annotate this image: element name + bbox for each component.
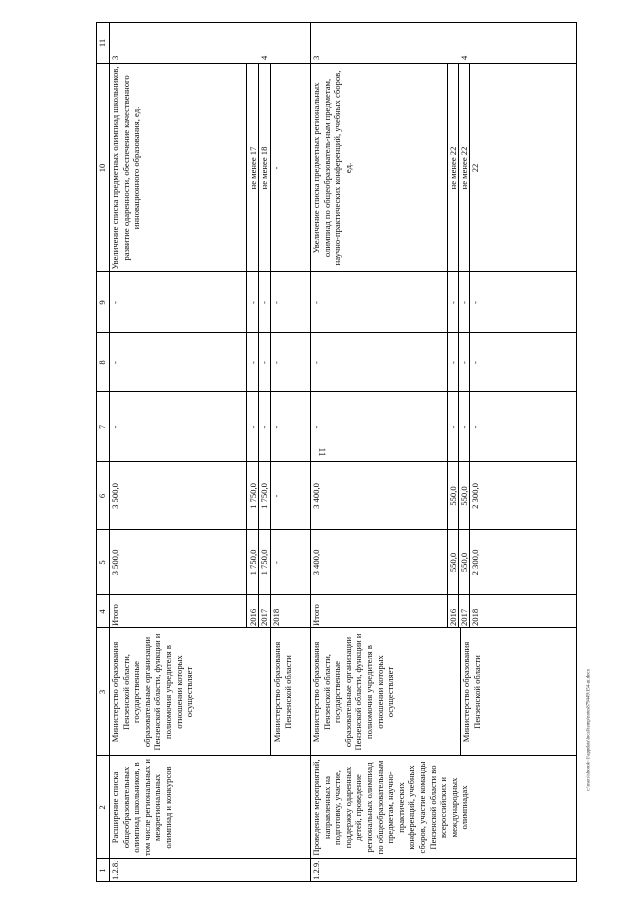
funding-col-8: -: [271, 361, 281, 364]
grid-line: [458, 64, 459, 628]
grid-line: [109, 22, 110, 882]
event-name: Проведение мероприятий, направленных на подготовку, участие, поддержку одаренных детей, проведение региональных олимпиад по общеобразовательным предметам, научно-практических конференций, учебных сборов, участие команды Пензенской области во всероссийских и международных олимпиадах: [311, 759, 470, 856]
funding-total: 1 750,0: [259, 549, 269, 576]
grid-line: [310, 22, 311, 882]
grid-line: [447, 64, 448, 628]
funding-total: -: [271, 561, 281, 564]
funding-col-8: -: [459, 361, 469, 364]
header-col-2: 2: [97, 805, 107, 810]
row-number: 1.2.9.: [311, 860, 321, 880]
funding-regional: 1 750,0: [248, 483, 258, 509]
year-label: Итого: [110, 604, 120, 626]
grid-line: [96, 594, 577, 595]
header-col-10: 10: [97, 163, 107, 173]
grid-line: [96, 63, 577, 64]
funding-col-9: -: [271, 301, 281, 304]
grid-line: [96, 22, 577, 23]
year-label: 2016: [248, 608, 258, 626]
col-11-value: 3: [110, 55, 120, 60]
funding-col-7: -: [311, 425, 321, 429]
grid-line: [96, 271, 577, 272]
funding-regional: 550,0: [459, 486, 469, 506]
funding-total: 3 500,0: [110, 549, 120, 576]
funding-col-9: -: [311, 301, 321, 304]
row-number: 1.2.8.: [110, 860, 120, 880]
budget-table: [96, 22, 577, 882]
grid-line: [460, 628, 461, 756]
funding-col-8: -: [110, 361, 120, 364]
grid-line: [96, 461, 577, 462]
year-label: 2017: [259, 608, 269, 626]
grid-line: [96, 391, 577, 392]
header-col-8: 8: [97, 360, 107, 365]
funding-col-7: -: [110, 425, 120, 429]
year-label: 2017: [459, 608, 469, 626]
funding-col-7: -: [248, 425, 258, 429]
funding-col-7: -: [470, 425, 480, 429]
indicator-value: -: [271, 166, 281, 170]
executor-ministry: Министерство образования Пензенской области: [272, 641, 293, 743]
header-col-9: 9: [97, 300, 107, 305]
funding-total: 550,0: [459, 552, 469, 573]
funding-total: 3 400,0: [311, 549, 321, 576]
funding-col-9: -: [470, 301, 480, 304]
grid-line: [576, 22, 577, 882]
funding-regional: 3 400,0: [311, 483, 321, 509]
header-col-11: 11: [97, 38, 107, 48]
funding-col-8: -: [248, 361, 258, 364]
funding-regional: 2 300,0: [470, 483, 480, 509]
funding-col-9: -: [248, 301, 258, 304]
grid-line: [270, 64, 271, 628]
executor-text: Министерство образования Пензенской области, государственные образовательные организации Пензенской области, функции и полномочия учредителя в отношении которых осуществляет: [311, 633, 396, 751]
funding-total: 2 300,0: [470, 549, 480, 576]
indicator-value: не менее 18: [259, 146, 269, 190]
funding-col-9: -: [259, 301, 269, 304]
funding-regional: -: [271, 494, 281, 498]
grid-line: [96, 332, 577, 333]
grid-line: [96, 529, 577, 530]
funding-col-9: -: [110, 301, 120, 304]
col-11-value: 3: [311, 55, 321, 60]
header-col-1: 1: [97, 868, 107, 873]
funding-regional: 550,0: [448, 486, 458, 506]
indicator-value: не менее 22: [448, 146, 458, 190]
year-label: Итого: [311, 604, 321, 626]
funding-col-9: -: [459, 301, 469, 304]
year-label: 2018: [470, 608, 480, 626]
executor-ministry: Министерство образования Пензенской области: [461, 641, 482, 743]
grid-line: [258, 64, 259, 628]
grid-line: [96, 881, 577, 882]
header-col-6: 6: [97, 493, 107, 499]
funding-col-9: -: [448, 301, 458, 304]
grid-line: [469, 64, 470, 628]
indicator-value: 22: [470, 163, 480, 173]
indicator-name: Увеличение списка предметных олимпиад школьников, развитие одаренности, обеспечение качественного инновационного образования, ед.: [110, 66, 142, 270]
funding-col-8: -: [470, 361, 480, 364]
grid-line: [96, 22, 97, 882]
funding-col-8: -: [259, 361, 269, 364]
indicator-name: Увеличение списка предметных региональных олимпиад по общеобразователь-ным предметам, научно-практических конференций, учебных сборов, ед.: [311, 70, 353, 266]
funding-col-7: -: [448, 425, 458, 429]
grid-line: [96, 627, 577, 628]
funding-total: 550,0: [448, 552, 458, 573]
col-11-value: 4: [459, 55, 469, 60]
funding-regional: 3 500,0: [110, 483, 120, 509]
indicator-value: не менее 22: [459, 146, 469, 190]
funding-col-7: -: [459, 425, 469, 429]
event-name: Расширение списка общеобразовательных олимпиад школьников, в том числе региональных и межрегиональных олимпиад и конкурсов: [110, 759, 173, 856]
grid-line: [270, 628, 271, 756]
grid-line: [246, 64, 247, 628]
header-col-7: 7: [97, 424, 107, 430]
footer-file-path: c:\users\sborok~1\appdata\local\temp\notes879449\154-ш.docx: [586, 668, 592, 792]
col-11-value: 4: [259, 55, 269, 60]
executor-text: Министерство образования Пензенской области, государственные образовательные организации Пензенской области, функции и полномочия учредителя в отношении которых осуществляет: [110, 633, 195, 751]
funding-total: 1 750,0: [248, 549, 258, 576]
header-col-4: 4: [97, 609, 107, 614]
page-number: 11: [317, 447, 327, 457]
header-col-3: 3: [97, 689, 107, 695]
funding-col-7: -: [271, 425, 281, 429]
year-label: 2016: [448, 608, 458, 626]
funding-regional: 1 750,0: [259, 483, 269, 509]
grid-line: [96, 755, 577, 756]
header-col-5: 5: [97, 560, 107, 565]
year-label: 2018: [271, 608, 281, 626]
funding-col-7: -: [259, 425, 269, 429]
indicator-value: не менее 17: [248, 146, 258, 190]
funding-col-8: -: [311, 361, 321, 364]
grid-line: [96, 858, 577, 859]
funding-col-8: -: [448, 361, 458, 364]
